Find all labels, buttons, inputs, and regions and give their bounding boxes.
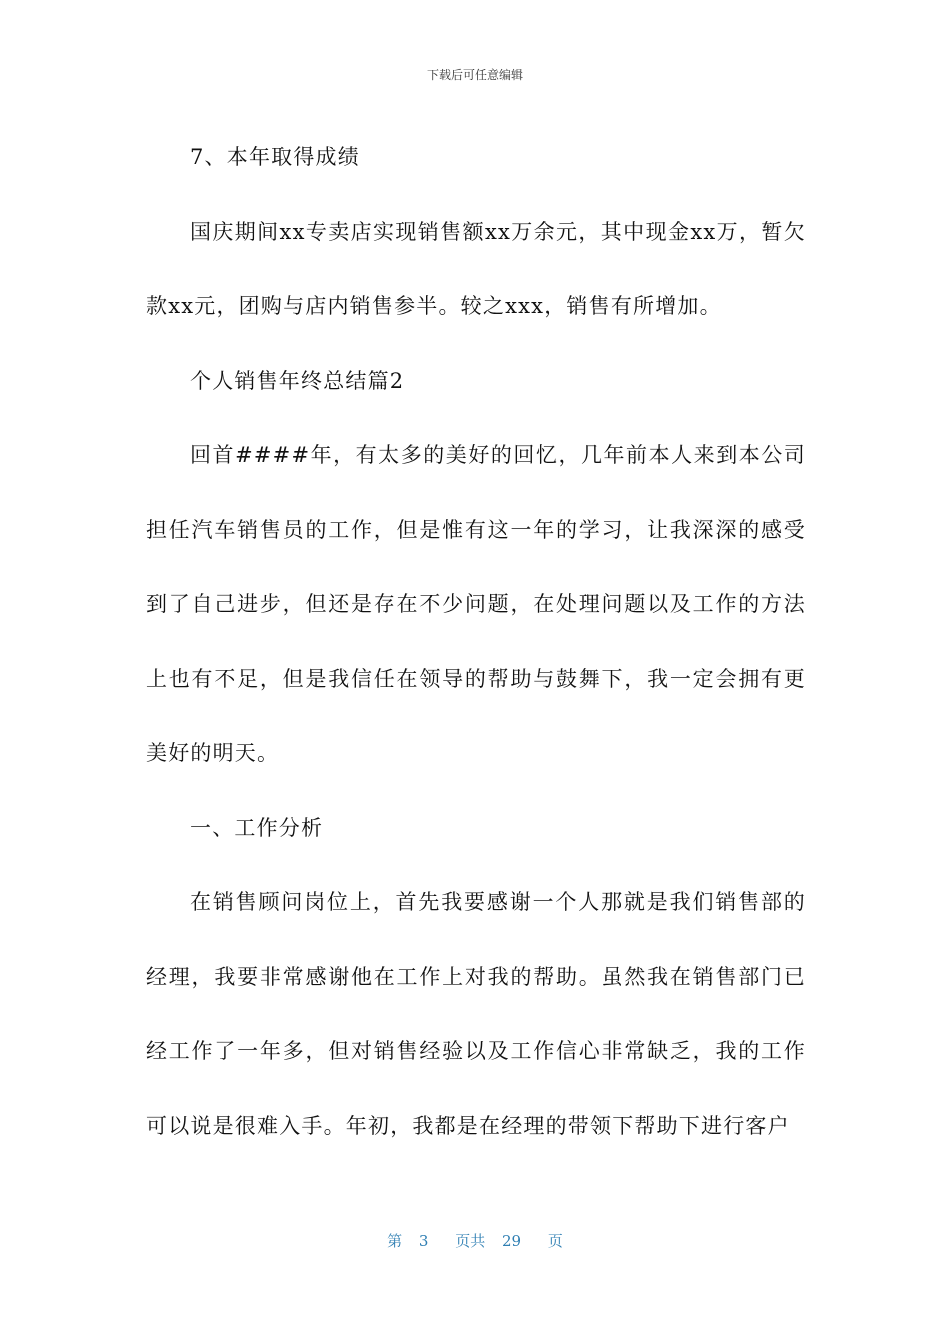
page-footer (0, 1230, 950, 1251)
footer-total-pages: 29 (502, 1232, 522, 1250)
paragraph-sales-consultant: 在销售顾问岗位上，首先我要感谢一个人那就是我们销售部的经理，我要非常感谢他在工作上对我的帮助。虽然我在销售部门已经工作了一年多，但对销售经验以及工作信心非常缺乏，我的工作可以说是很难入手。年初，我都是在经理的带领下帮助下进行客户 (146, 890, 806, 1138)
article-title-part-2: 个人销售年终总结篇2 (190, 368, 405, 393)
section-heading-work-analysis: 一、工作分析 (190, 815, 324, 840)
footer-page-prefix: 第 (387, 1232, 403, 1250)
paragraph-national-day-sales: 国庆期间xx专卖店实现销售额xx万余元，其中现金xx万，暂欠款xx元，团购与店内销售参半。较之xxx，销售有所增加。 (146, 219, 806, 318)
page-header-note: 下载后可任意编辑 (426, 68, 523, 82)
footer-current-page: 3 (418, 1232, 429, 1250)
footer-page-mid: 页共 (455, 1232, 486, 1250)
section-heading-achievements: 7、本年取得成绩 (190, 145, 360, 169)
paragraph-review: 回首####年，有太多的美好的回忆，几年前本人来到本公司担任汽车销售员的工作，但是惟有这一年的学习，让我深深的感受到了自己进步，但还是存在不少问题，在处理问题以及工作的方法上也有不足，但是我信任在领导的帮助与鼓舞下，我一定会拥有更美好的明天。 (146, 443, 806, 765)
footer-page-suffix: 页 (547, 1232, 563, 1250)
document-body (146, 120, 806, 1163)
